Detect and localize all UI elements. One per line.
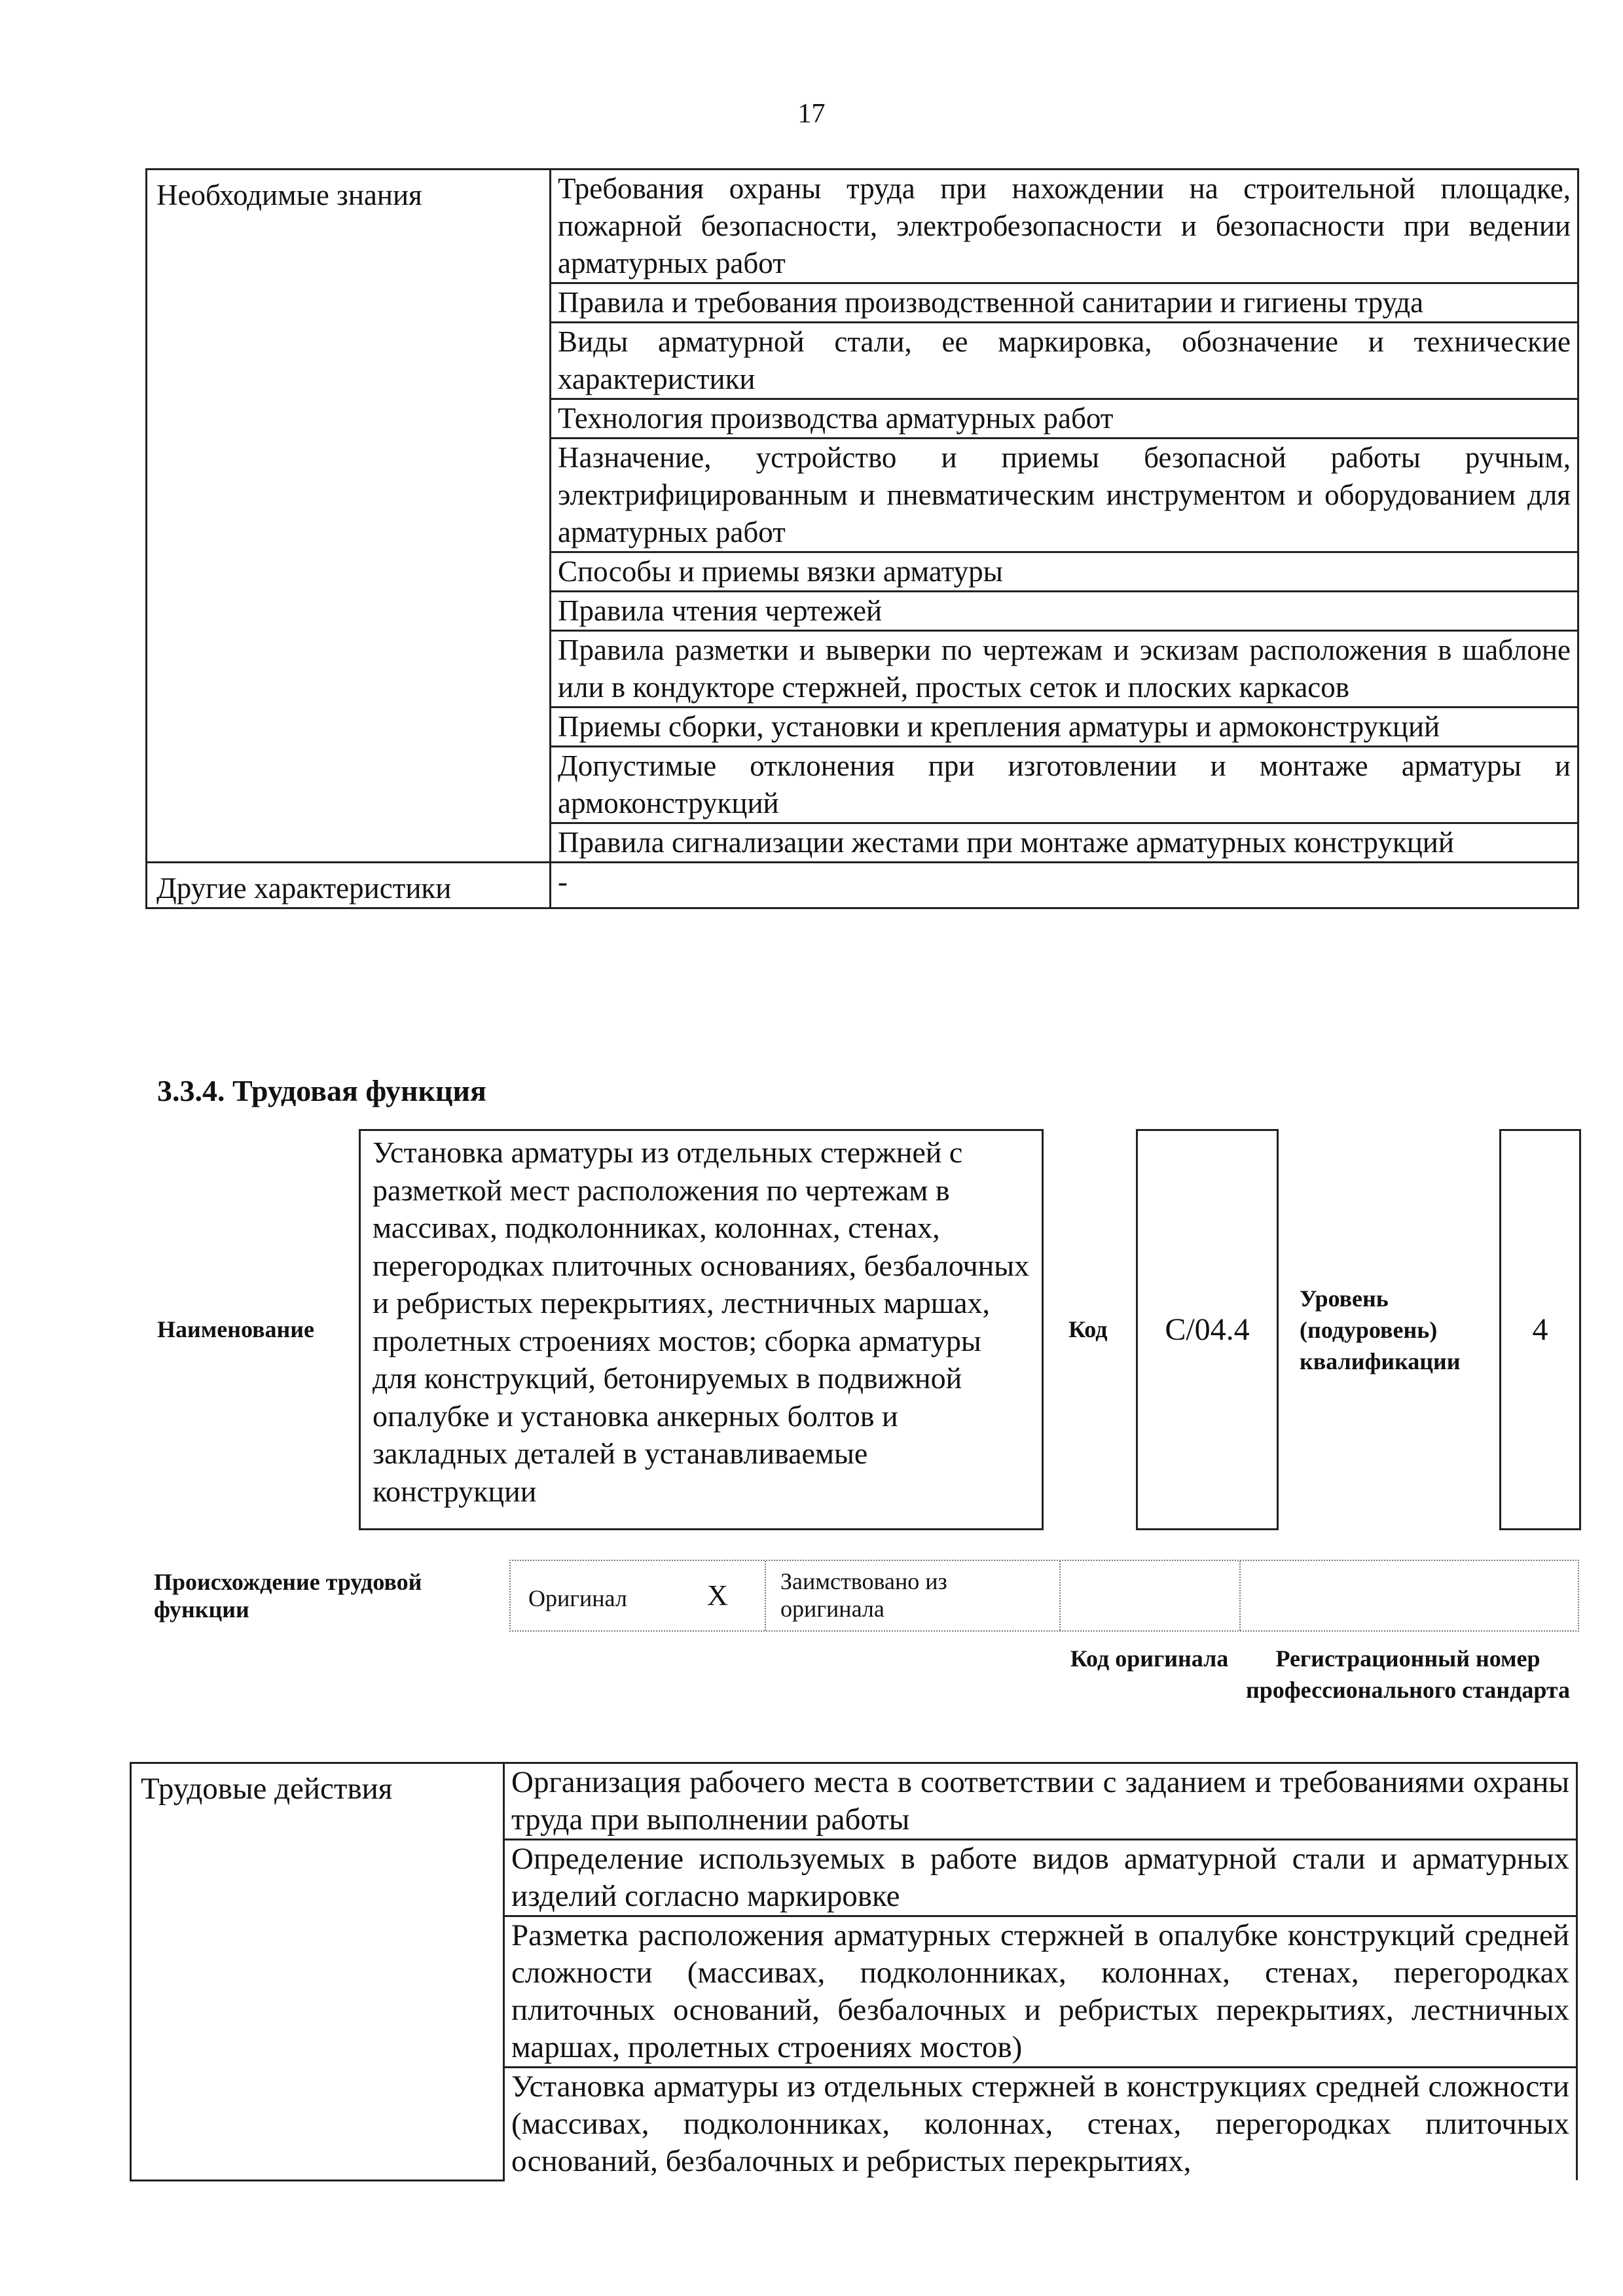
- other-characteristics-value: -: [551, 863, 1578, 908]
- origin-code-cell: [1061, 1561, 1241, 1630]
- section-title: 3.3.4. Трудовая функция: [157, 1074, 486, 1107]
- knowledge-item: Назначение, устройство и приемы безопасной работы ручным, электрифицированным и пневматическим инструментом и оборудованием для арматурных работ: [551, 439, 1578, 552]
- original-label: Оригинал: [528, 1585, 627, 1611]
- knowledge-item: Правила и требования производственной санитарии и гигиены труда: [551, 283, 1578, 323]
- function-code-box: [1136, 1129, 1279, 1530]
- knowledge-item: Требования охраны труда при нахождении на строительной площадке, пожарной безопасности, электробезопасности и безопасности при ведении арматурных работ: [551, 170, 1578, 283]
- action-item: Установка арматуры из отдельных стержней в конструкциях средней сложности (массивах, подколонниках, колоннах, стенах, перегородках плиточных оснований, безбалочных и ребристых перекрытиях,: [504, 2068, 1577, 2181]
- knowledge-item: Приемы сборки, установки и крепления арматуры и армоконструкций: [551, 708, 1578, 747]
- actions-label: Трудовые действия: [131, 1763, 504, 2181]
- knowledge-item: Правила разметки и выверки по чертежам и эскизам расположения в шаблоне или в кондукторе стержней, простых сеток и плоских каркасов: [551, 631, 1578, 708]
- function-name-box: Установка арматуры из отдельных стержней с разметкой мест расположения по чертежам в массивах, подколонниках, колоннах, стенах, перегородках плиточных основаниях, безбалочных и ребристых перекрытиях, лестничных маршах, пролетных строениях мостов; сборка арматуры для конструкций, бетонируемых в подвижной опалубке и установка анкерных болтов и закладных деталей в устанавливаемые конструкции: [359, 1129, 1044, 1530]
- knowledge-table: [145, 168, 1579, 909]
- origin-reg-caption: Регистрационный номер профессионального стандарта: [1246, 1645, 1570, 1703]
- origin-reg-cell: [1241, 1561, 1578, 1630]
- table-row: [147, 170, 1578, 283]
- borrowed-label: Заимствовано из оригинала: [780, 1568, 947, 1622]
- knowledge-item: Виды арматурной стали, ее маркировка, обозначение и технические характеристики: [551, 323, 1578, 399]
- origin-original-cell: [511, 1561, 766, 1630]
- knowledge-item: Правила сигнализации жестами при монтаже арматурных конструкций: [551, 823, 1578, 863]
- code-label: Код: [1068, 1316, 1108, 1342]
- knowledge-item: Технология производства арматурных работ: [551, 399, 1578, 439]
- knowledge-item: Правила чтения чертежей: [551, 592, 1578, 631]
- action-item: Определение используемых в работе видов арматурной стали и арматурных изделий согласно маркировке: [504, 1840, 1577, 1916]
- name-label: Наименование: [157, 1316, 314, 1342]
- original-mark: X: [707, 1579, 728, 1611]
- origin-row: [509, 1560, 1579, 1632]
- origin-label: Происхождение трудовой функции: [154, 1569, 422, 1623]
- origin-borrowed-cell: [766, 1561, 1061, 1630]
- table-row: [131, 1763, 1577, 1840]
- actions-table: [130, 1762, 1578, 2181]
- other-characteristics-label: Другие характеристики: [147, 863, 551, 908]
- knowledge-label: Необходимые знания: [147, 170, 551, 863]
- knowledge-item: Способы и приемы вязки арматуры: [551, 552, 1578, 592]
- page-number: 17: [797, 99, 826, 129]
- origin-code-caption: Код оригинала: [1070, 1645, 1229, 1672]
- knowledge-item: Допустимые отклонения при изготовлении и монтаже арматуры и армоконструкций: [551, 747, 1578, 823]
- action-item: Разметка расположения арматурных стержней в опалубке конструкций средней сложности (массивах, подколонниках, колоннах, стенах, перегородках плиточных оснований, безбалочных и ребристых перекрытиях, лестничных маршах, пролетных строениях мостов): [504, 1916, 1577, 2068]
- level-label: Уровень (подуровень) квалификации: [1300, 1285, 1461, 1374]
- function-level-value: 4: [1532, 1312, 1548, 1347]
- function-level-box: [1499, 1129, 1581, 1530]
- action-item: Организация рабочего места в соответствии с заданием и требованиями охраны труда при выполнении работы: [504, 1763, 1577, 1840]
- table-row: [147, 863, 1578, 908]
- function-code-value: C/04.4: [1165, 1312, 1250, 1347]
